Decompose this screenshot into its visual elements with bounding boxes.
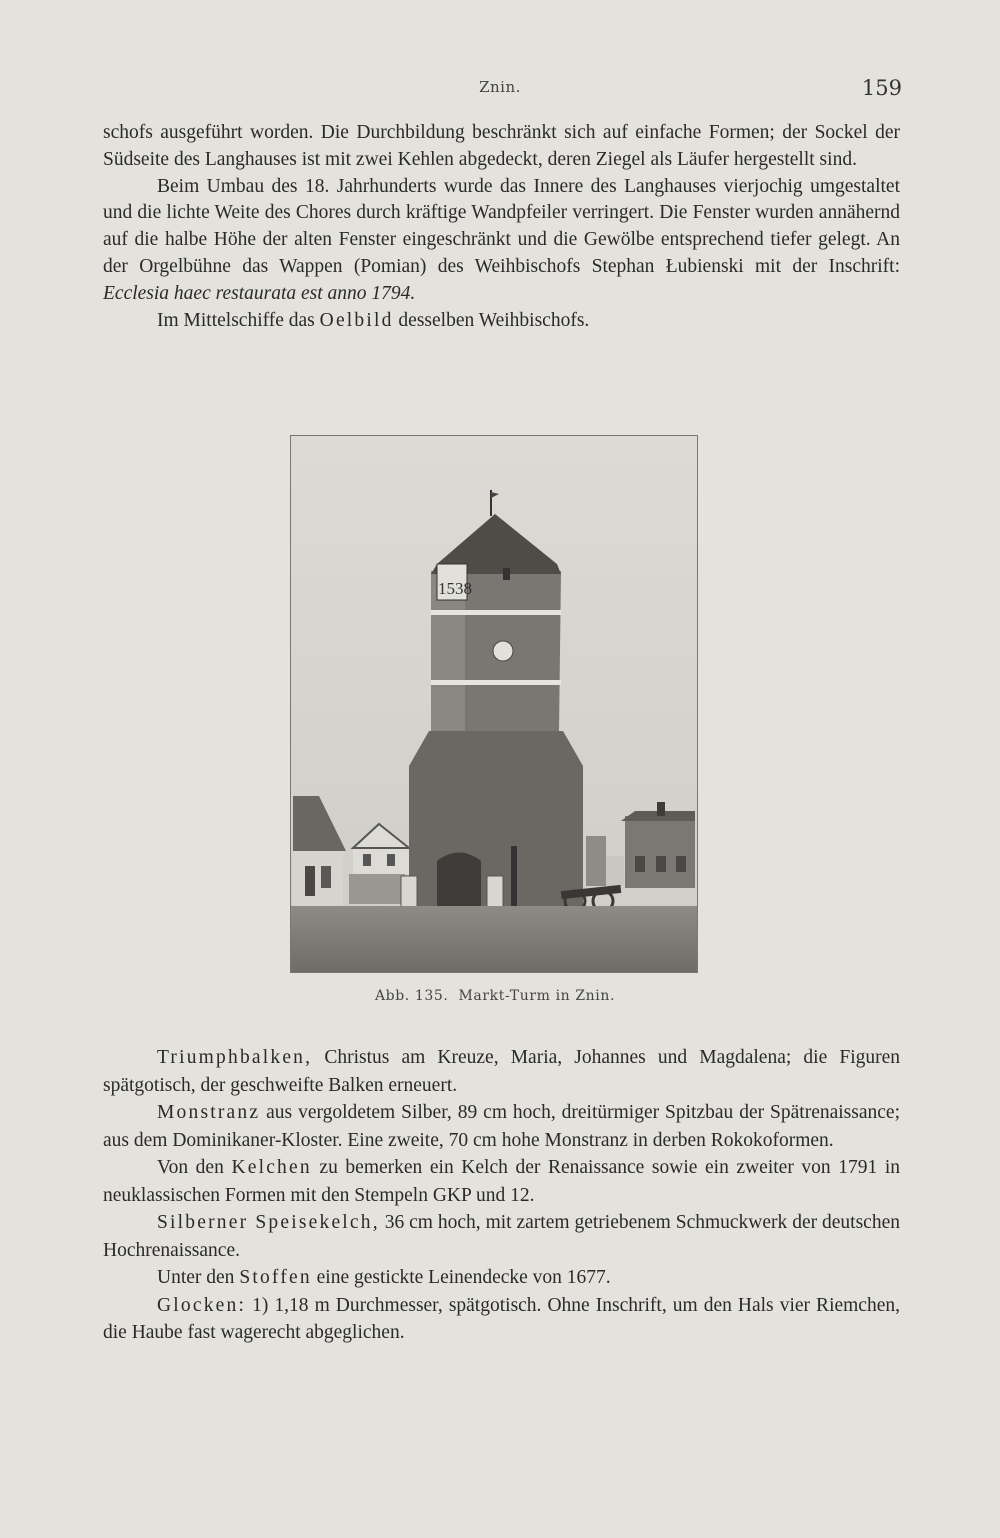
tower-year-label: 1538 — [438, 579, 472, 598]
paragraph-oelbild — [103, 308, 900, 335]
paragraph-kelche — [103, 1154, 900, 1209]
running-header: Znin. — [479, 78, 521, 96]
bottom-text-block — [103, 1044, 900, 1347]
monstranz-text: aus vergoldetem Silber, 89 cm hoch, dreitürmiger Spitzbau der Spätrenaissance; aus dem Dominikaner-Kloster. Eine zweite, 70 cm hohe Monstranz in derben Rokokoformen. — [103, 1102, 900, 1151]
triumphbalken-text: Christus am Kreuze, Maria, Johannes und Magdalena; die Figuren spätgotisch, der geschweifte Balken erneuert. — [103, 1047, 901, 1096]
page-number: 159 — [861, 76, 902, 100]
oelbild-text-b: desselben Weihbischofs. — [398, 309, 590, 331]
top-text-block — [103, 120, 900, 334]
oelbild-term: Oelbild — [319, 309, 394, 331]
paragraph-speisekelch — [103, 1209, 900, 1264]
market-square-ground — [291, 906, 697, 972]
term-glocken: Glocken: — [157, 1294, 247, 1316]
term-triumphbalken: Triumphbalken, — [157, 1047, 313, 1068]
term-speisekelch: Silberner Speisekelch, — [157, 1212, 380, 1233]
paragraph-continuation: schofs ausgeführt worden. Die Durchbildung beschränkt sich auf einfache Formen; der Sockel der Südseite des Langhauses ist mit zwei Kehlen abgedeckt, deren Ziegel als Läufer hergestellt sind. — [103, 122, 900, 170]
figure-caption-text: Markt-Turm in Znin. — [458, 988, 616, 1004]
paragraph-monstranz — [103, 1099, 900, 1154]
oelbild-text-a: Im Mittelschiffe das — [157, 309, 315, 331]
latin-inscription: Ecclesia haec restaurata est anno 1794. — [103, 282, 416, 304]
term-kelchen: Kelchen — [231, 1157, 312, 1178]
speisekelch-text: 36 cm hoch, mit zartem getriebenem Schmuckwerk der deutschen Hochrenaissance. — [103, 1212, 900, 1261]
tower-illustration — [291, 436, 697, 972]
paragraph-stoffe — [103, 1264, 900, 1292]
paragraph-glocken — [103, 1292, 900, 1347]
paragraph-umbau-text: Beim Umbau des 18. Jahrhunderts wurde das Innere des Langhauses vierjochig umgestaltet und die lichte Weite des Chores durch kräftige Wandpfeiler verringert. Die Fenster wurden annähernd auf die halbe Höhe der alten Fenster eingeschränkt und die Gewölbe entsprechend tiefer gelegt. An der Orgelbühne das Wappen (Pomian) des Weihbischofs Stephan Łubienski mit der Inschrift: — [103, 175, 900, 277]
kelche-text-a: Von den — [157, 1157, 224, 1178]
paragraph-triumphbalken — [103, 1044, 900, 1099]
tower-photograph — [290, 435, 698, 973]
kelche-text-b: zu bemerken ein Kelch der Renaissance sowie ein zweiter von 1791 in neuklassischen Formen mit den Stempeln GKP und 12. — [103, 1157, 901, 1206]
stoffe-text-a: Unter den — [157, 1267, 235, 1288]
stoffe-text-b: eine gestickte Leinendecke von 1677. — [316, 1267, 611, 1288]
term-stoffen: Stoffen — [239, 1267, 312, 1288]
glocken-text: 1) 1,18 m Durchmesser, spätgotisch. Ohne Inschrift, um den Hals vier Riemchen, die Haube fast wagerecht abgeglichen. — [103, 1294, 900, 1343]
figure-caption — [300, 988, 690, 1004]
term-monstranz: Monstranz — [157, 1102, 261, 1123]
figure-number: Abb. 135. — [374, 988, 449, 1004]
paragraph-umbau — [103, 174, 900, 308]
